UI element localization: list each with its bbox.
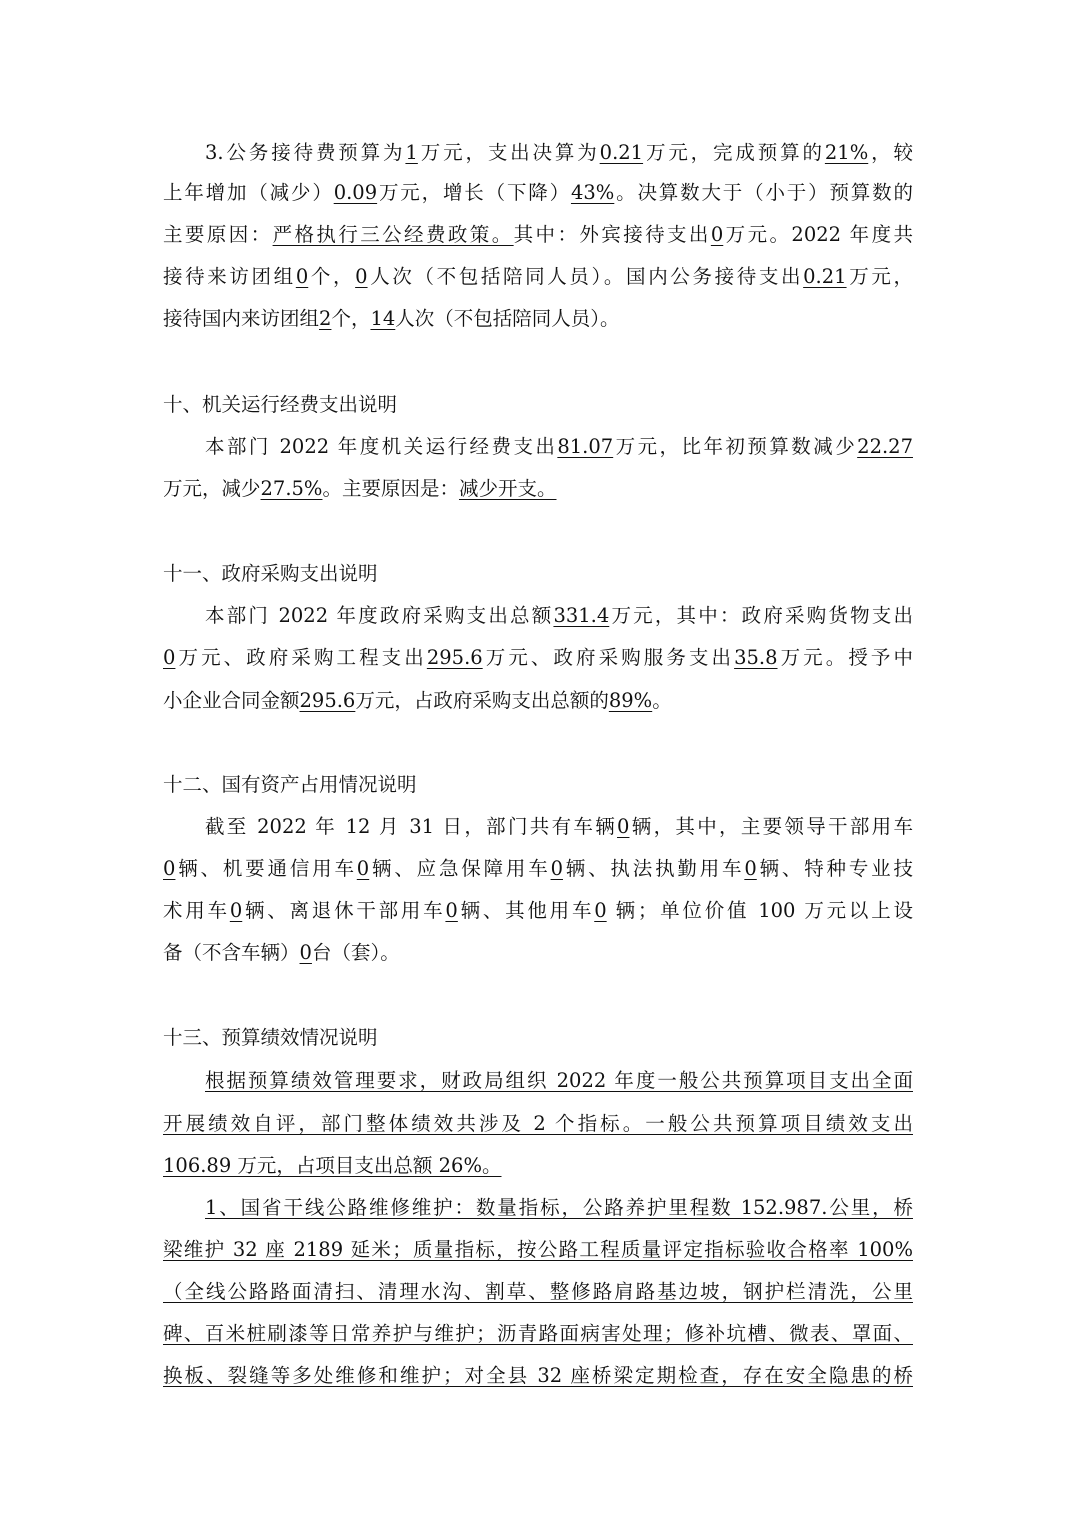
section-10-heading: 十、机关运行经费支出说明 (163, 393, 398, 416)
reception-line-2: 上年增加（减少）0.09万元，增长（下降）43%。决算数大于（小于）预算数的 (163, 181, 913, 204)
s13-line-4: 1、国省干线公路维修维护：数量指标，公路养护里程数 152.987.公里，桥 (205, 1196, 913, 1219)
reception-line-3: 主要原因：严格执行三公经费政策。其中：外宾接待支出0万元。2022 年度共 (163, 223, 913, 246)
s13-line-6: （全线公路路面清扫、清理水沟、割草、整修路肩路基边坡，钢护栏清洗，公里 (163, 1280, 913, 1303)
section-11-heading: 十一、政府采购支出说明 (163, 562, 378, 585)
s13-line-2: 开展绩效自评，部门整体绩效共涉及 2 个指标。一般公共预算项目绩效支出 (163, 1112, 913, 1135)
s10-line-2: 万元，减少27.5%。主要原因是：减少开支。 (163, 477, 557, 500)
s12-line-3: 术用车0辆、离退休干部用车0辆、其他用车0 辆；单位价值 100 万元以上设 (163, 899, 913, 922)
s13-line-1: 根据预算绩效管理要求，财政局组织 2022 年度一般公共预算项目支出全面 (205, 1069, 913, 1092)
s12-line-4: 备（不含车辆）0台（套）。 (163, 941, 400, 964)
s12-line-2: 0辆、机要通信用车0辆、应急保障用车0辆、执法执勤用车0辆、特种专业技 (163, 857, 913, 880)
s10-line-1: 本部门 2022 年度机关运行经费支出81.07万元，比年初预算数减少22.27 (205, 435, 913, 458)
reception-line-1: 3.公务接待费预算为1万元，支出决算为0.21万元，完成预算的21%，较 (205, 141, 913, 164)
section-12-heading: 十二、国有资产占用情况说明 (163, 773, 417, 796)
s13-line-3: 106.89 万元，占项目支出总额 26%。 (163, 1154, 502, 1177)
s11-line-3: 小企业合同金额295.6万元，占政府采购支出总额的89%。 (163, 689, 672, 712)
s11-line-1: 本部门 2022 年度政府采购支出总额331.4万元，其中：政府采购货物支出 (205, 604, 913, 627)
reception-line-4: 接待来访团组0个，0人次（不包括陪同人员）。国内公务接待支出0.21万元， (163, 265, 913, 288)
s11-line-2: 0万元、政府采购工程支出295.6万元、政府采购服务支出35.8万元。授予中 (163, 646, 913, 669)
s13-line-5: 梁维护 32 座 2189 延米；质量指标，按公路工程质量评定指标验收合格率 100% (163, 1238, 913, 1261)
s13-line-8: 换板、裂缝等多处维修和维护；对全县 32 座桥梁定期检查，存在安全隐患的桥 (163, 1364, 913, 1387)
section-13-heading: 十三、预算绩效情况说明 (163, 1026, 378, 1049)
s12-line-1: 截至 2022 年 12 月 31 日，部门共有车辆0辆，其中，主要领导干部用车 (205, 815, 913, 838)
reception-line-5: 接待国内来访团组2个，14人次（不包括陪同人员）。 (163, 307, 620, 330)
s13-line-7: 碑、百米桩刷漆等日常养护与维护；沥青路面病害处理；修补坑槽、微表、罩面、 (163, 1322, 913, 1345)
